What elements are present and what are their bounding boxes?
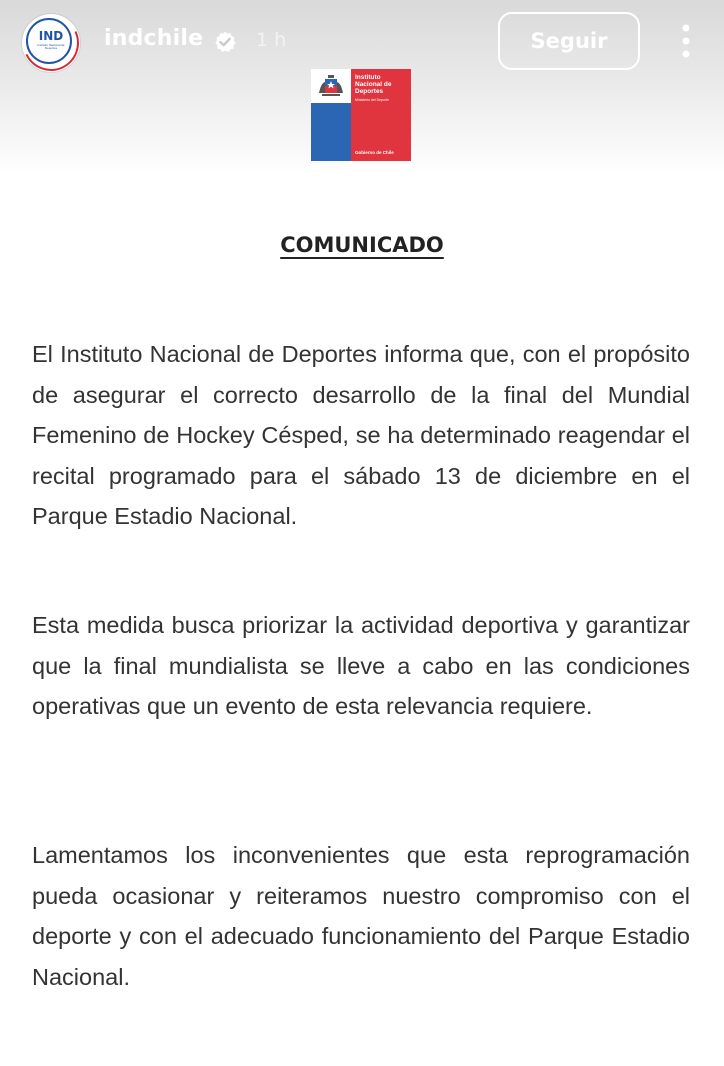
logo-line-3: Deportes xyxy=(355,88,384,95)
ind-government-logo xyxy=(311,69,411,161)
more-vertical-icon[interactable] xyxy=(676,22,696,62)
avatar-logo-text: IND xyxy=(38,29,64,43)
logo-institution-name xyxy=(355,74,409,95)
logo-ministry: Ministerio del Deporte xyxy=(355,98,390,102)
post-timestamp: 1 h xyxy=(256,29,287,51)
follow-button[interactable]: Seguir xyxy=(498,12,640,70)
verified-badge-icon xyxy=(213,30,237,54)
logo-line-2: Nacional de xyxy=(355,81,392,88)
paragraph-2: Esta medida busca priorizar la actividad deportiva y garantizar que la final mundialista se lleve a cabo en las condiciones operativas que un evento de esta relevancia requiere. xyxy=(32,612,690,719)
avatar-logo-subtext: Instituto Nacional de Deportes xyxy=(37,44,65,50)
document-title: COMUNICADO xyxy=(280,233,444,257)
paragraph-3: Lamentamos los inconvenientes que esta reprogramación pueda ocasionar y reiteramos nuestro compromiso con el deporte y con el adecuado funcionamiento del Parque Estadio Nacional. xyxy=(32,842,690,990)
paragraph-1: El Instituto Nacional de Deportes informa que, con el propósito de asegurar el correcto desarrollo de la final del Mundial Femenino de Hockey Césped, se ha determinado reagendar el recital programado para el sábado 13 de diciembre en el Parque Estadio Nacional. xyxy=(32,341,690,529)
logo-line-1: Instituto xyxy=(355,74,381,81)
profile-avatar[interactable] xyxy=(22,14,80,72)
chile-crest-icon xyxy=(316,73,346,99)
username[interactable]: indchile xyxy=(104,26,204,51)
logo-footer: Gobierno de Chile xyxy=(355,150,394,155)
